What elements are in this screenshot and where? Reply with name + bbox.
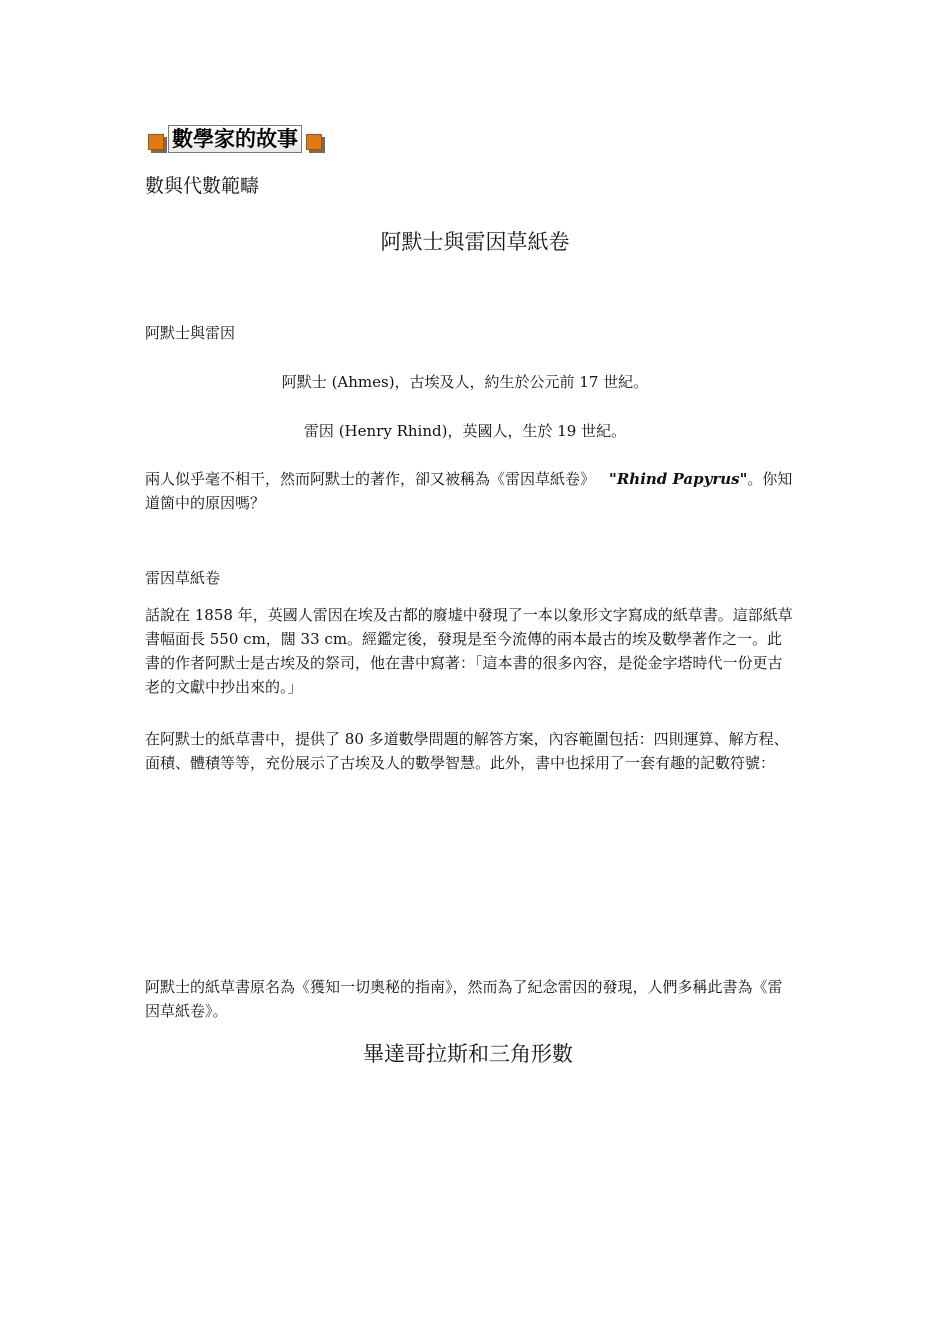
- question-end: 。你知道箇中的原因嗎？: [145, 470, 793, 512]
- rhind-papyrus-emphasis: "Rhind Papyrus": [609, 470, 748, 488]
- rhind-line: 雷因 (Henry Rhind)，英國人，生於 19 世紀。: [303, 422, 627, 440]
- banner-title: 數學家的故事: [168, 125, 302, 153]
- section-heading-papyrus: 雷因草紙卷: [145, 569, 221, 587]
- article-title: 阿默士與雷因草紙卷: [380, 230, 570, 254]
- category-label: 數與代數範疇: [145, 175, 260, 197]
- next-article-title: 畢達哥拉斯和三角形數: [363, 1042, 573, 1066]
- section-heading-people: 阿默士與雷因: [145, 324, 236, 342]
- original-name-paragraph: 阿默士的紙草書原名為《獲知一切奧秘的指南》，然而為了紀念雷因的發現，人們多稱此書為《雷因草紙卷》。: [145, 978, 783, 1020]
- question-paragraph: [145, 467, 795, 515]
- question-text: 兩人似乎毫不相干，然而阿默士的著作，卻又被稱為《雷因草紙卷》: [145, 470, 596, 488]
- orange-square-icon: [306, 134, 322, 150]
- discovery-paragraph: 話說在 1858 年，英國人雷因在埃及古都的廢墟中發現了一本以象形文字寫成的紙草書。這部紙草書幅面長 550 cm，闊 33 cm。經鑑定後，發現是至今流傳的兩本最古的埃及數學著作之一。此書的作者阿默士是古埃及的祭司，他在書中寫著：「這本書的很多內容，是從金字塔時代一份更古老的文獻中抄出來的。」: [145, 606, 793, 696]
- orange-square-icon: [148, 134, 164, 150]
- ahmes-line: 阿默士 (Ahmes)，古埃及人，約生於公元前 17 世紀。: [281, 373, 649, 391]
- contents-paragraph: 在阿默士的紙草書中，提供了 80 多道數學問題的解答方案，內容範圍包括：四則運算、解方程、面積、體積等等，充份展示了古埃及人的數學智慧。此外，書中也採用了一套有趣的記數符號：: [145, 730, 789, 772]
- story-banner: [148, 125, 322, 153]
